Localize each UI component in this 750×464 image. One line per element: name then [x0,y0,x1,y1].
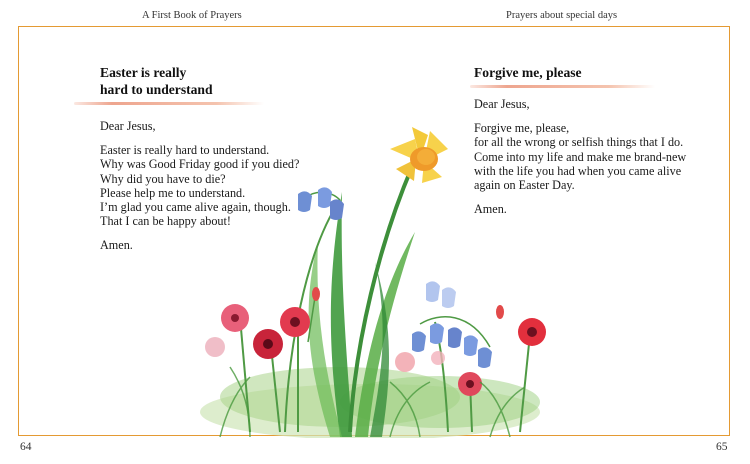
prayer-line: Why did you have to die? [100,171,226,186]
title-line: Easter is really [100,65,187,80]
page-number-left: 64 [20,441,32,453]
title-underline [74,102,264,105]
prayer-easter [100,64,300,253]
prayer-forgive [474,64,724,216]
prayer-closing: Amen. [474,202,507,217]
title-line: hard to understand [100,82,213,97]
prayer-line: That I can be happy about! [100,214,231,229]
page-number-right: 65 [716,441,728,453]
prayer-line: Easter is really hard to understand. [100,143,270,158]
prayer-line: with the life you had when you came alive [474,163,682,178]
title-underline [470,85,655,88]
prayer-line: for all the wrong or selfish things that I do. [474,135,684,150]
prayer-body [474,121,724,192]
prayer-greeting: Dear Jesus, [100,119,156,133]
prayer-body [100,143,300,228]
prayer-closing: Amen. [100,238,133,253]
prayer-greeting: Dear Jesus, [474,97,530,111]
prayer-line: Please help me to understand. [100,185,246,200]
prayer-line: Why was Good Friday good if you died? [100,157,300,172]
prayer-forgive-title: Forgive me, please [474,65,582,80]
prayer-line: Come into my life and make me brand-new [474,149,687,164]
running-head-right: Prayers about special days [506,10,618,21]
prayer-line: I’m glad you came alive again, though. [100,200,291,215]
prayer-line: Forgive me, please, [474,121,570,136]
prayer-line: again on Easter Day. [474,178,575,193]
running-head-left: A First Book of Prayers [142,10,242,21]
prayer-easter-title [100,64,300,98]
